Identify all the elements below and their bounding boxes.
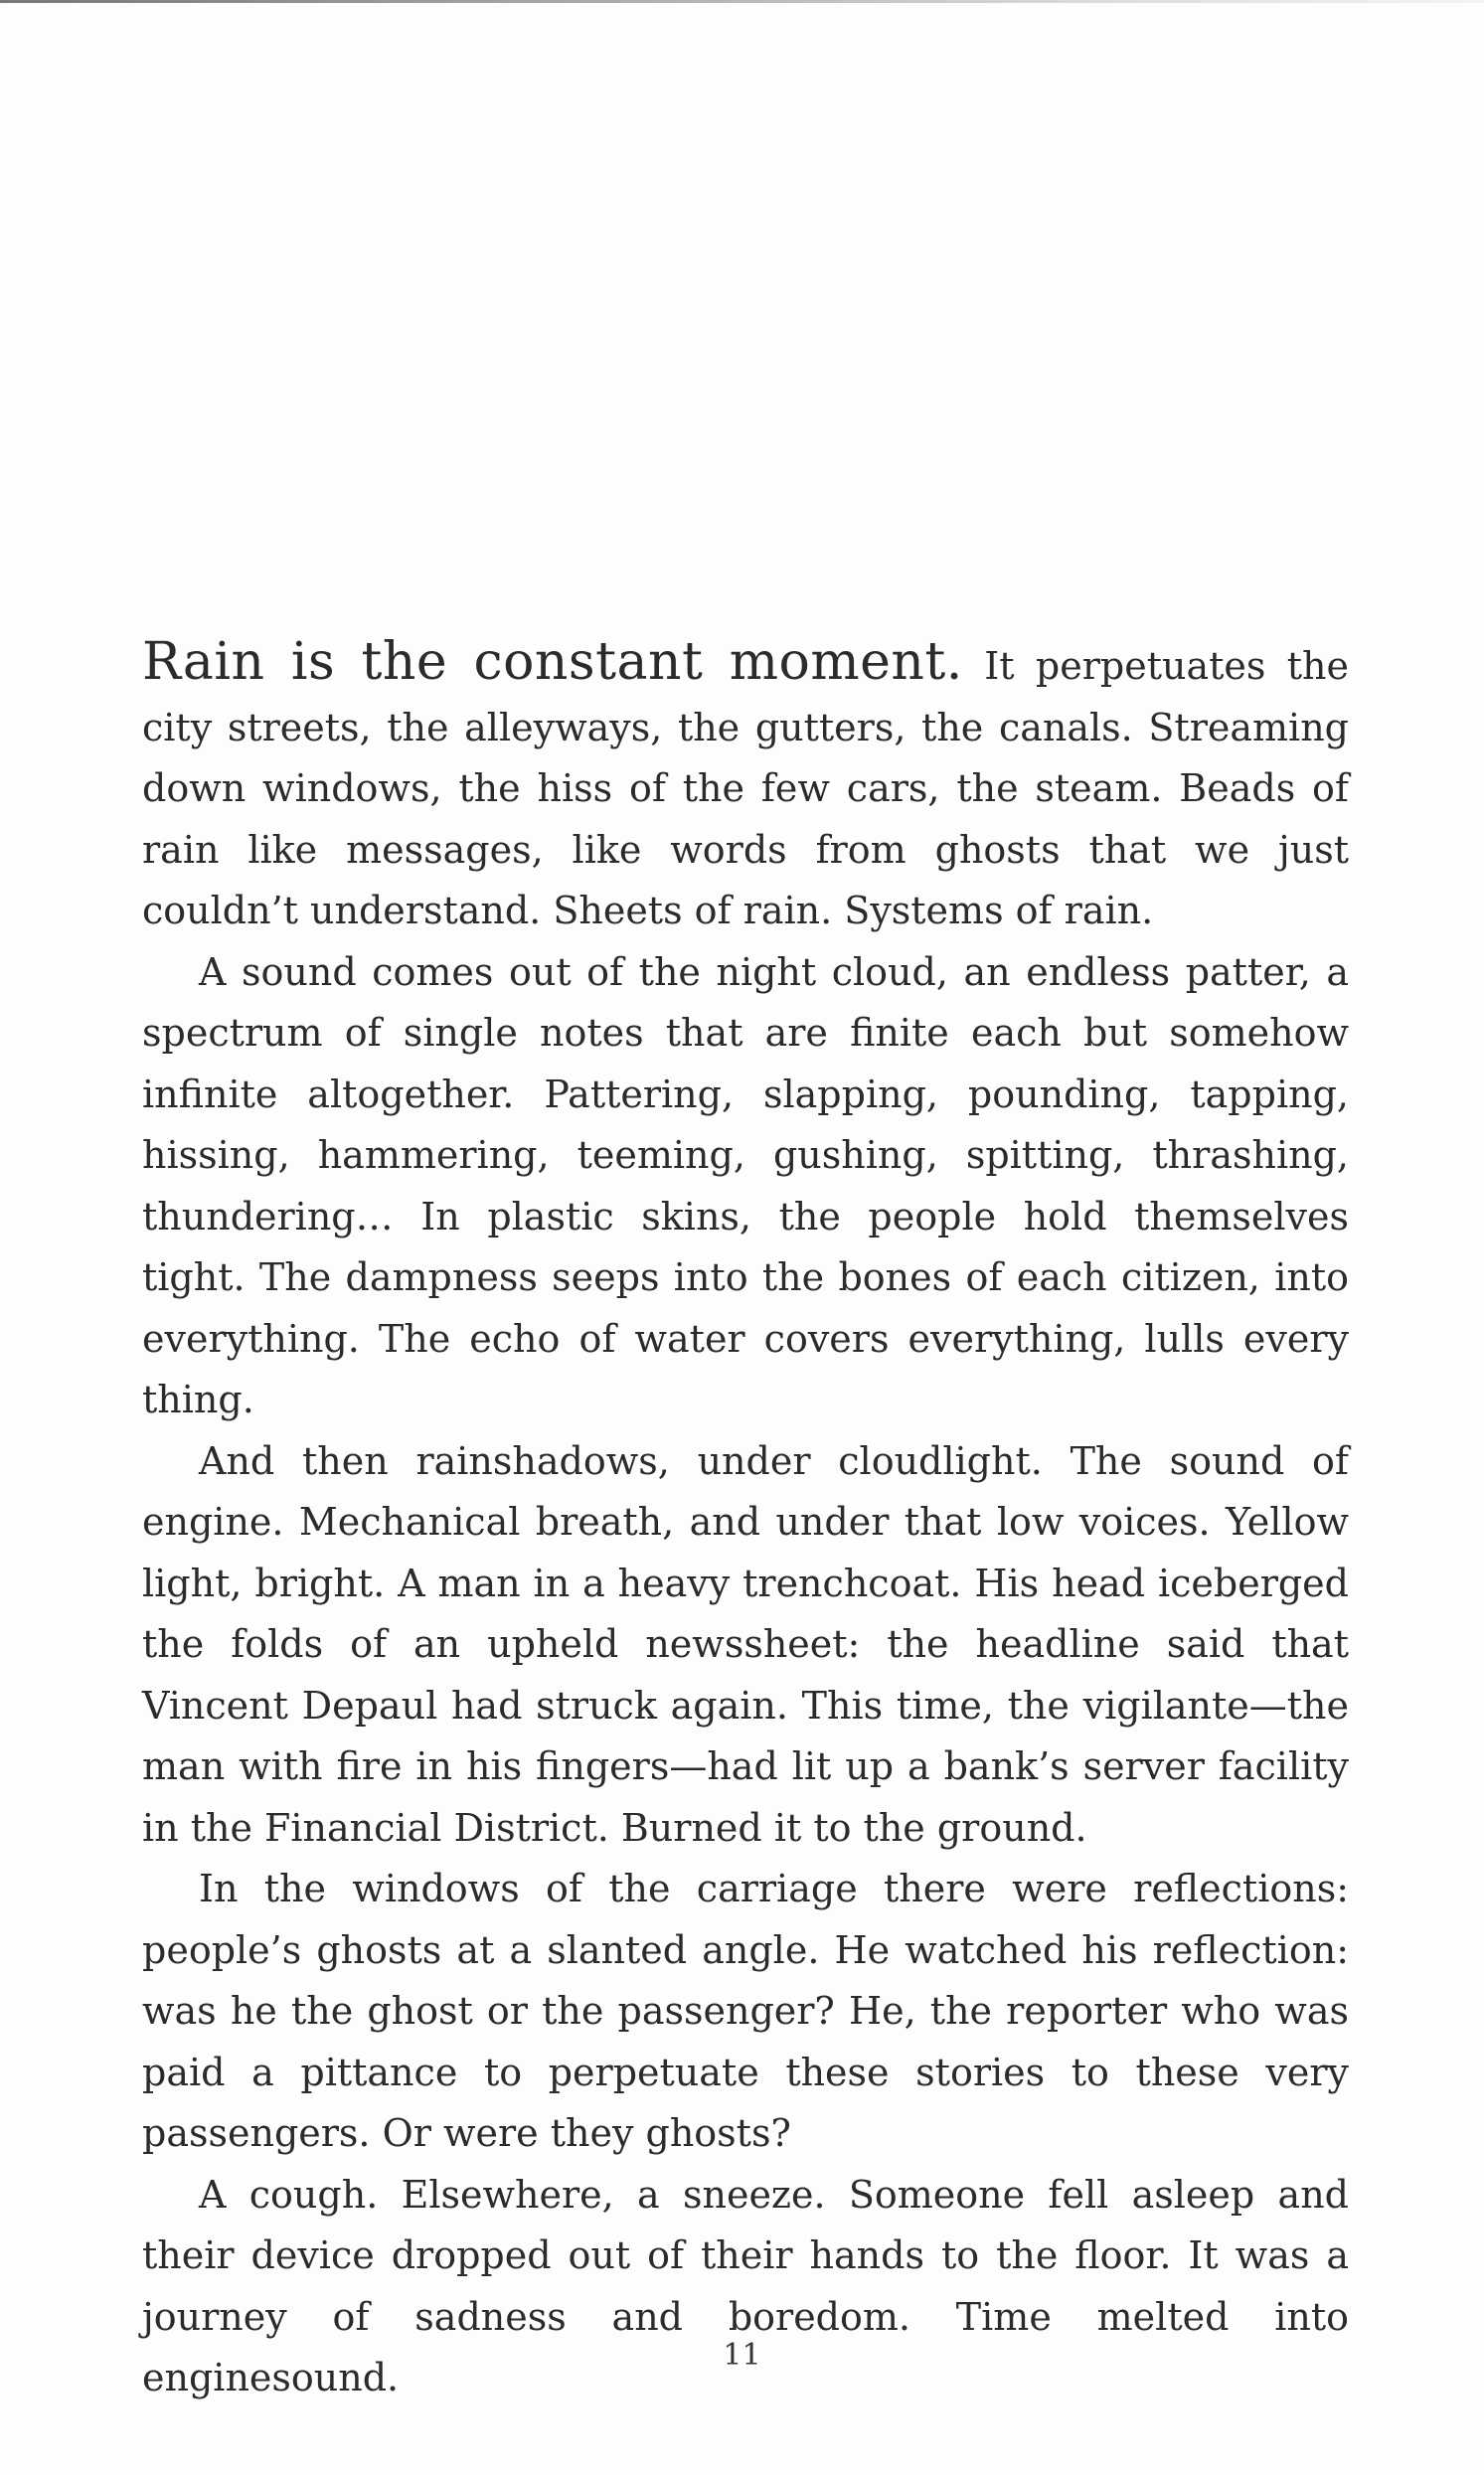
chapter-body xyxy=(142,632,1349,2409)
paragraph-3: And then rainshadows, under cloudlight. The sound of engine. Mechanical breath, and under that low voices. Yellow light, bright. A man in a heavy trenchcoat. His head iceberged the folds of an upheld newssheet: the headline said that Vincent Depaul had struck again. This time, the vigilante—the man with fire in his fingers—had lit up a bank’s server facility in the Financial District. Burned it to the ground. xyxy=(142,1438,1349,1850)
paragraph-1 xyxy=(142,632,1349,942)
paragraph-5: A cough. Elsewhere, a sneeze. Someone fell asleep and their device dropped out of their hands to the floor. It was a journey of sadness and boredom. Time melted into enginesound. xyxy=(142,2172,1349,2399)
paragraph-1-text: It perpetuates the city streets, the alleyways, the gutters, the canals. Streaming down windows, the hiss of the few cars, the steam. Beads of rain like messages, like words from ghosts that we just couldn’t understand. Sheets of rain. Systems of rain. xyxy=(142,644,1349,932)
page-top-edge xyxy=(0,0,1484,3)
chapter-lead-in: Rain is the constant moment. xyxy=(142,632,963,692)
paragraph-4: In the windows of the carriage there were reflections: people’s ghosts at a slanted angle. He watched his reflection: was he the ghost or the passenger? He, the reporter who was paid a pittance to perpetuate these stories to these very passengers. Or were they ghosts? xyxy=(142,1867,1349,2155)
paragraph-2: A sound comes out of the night cloud, an endless patter, a spectrum of single notes that are finite each but somehow infinite altogether. Pattering, slapping, pounding, tapping, hissing, hammering, teeming, gushing, spitting, thrashing, thundering… In plastic skins, the people hold themselves tight. The dampness seeps into the bones of each citizen, into everything. The echo of water covers everything, lulls every thing. xyxy=(142,949,1349,1421)
page-number: 11 xyxy=(723,2338,761,2373)
